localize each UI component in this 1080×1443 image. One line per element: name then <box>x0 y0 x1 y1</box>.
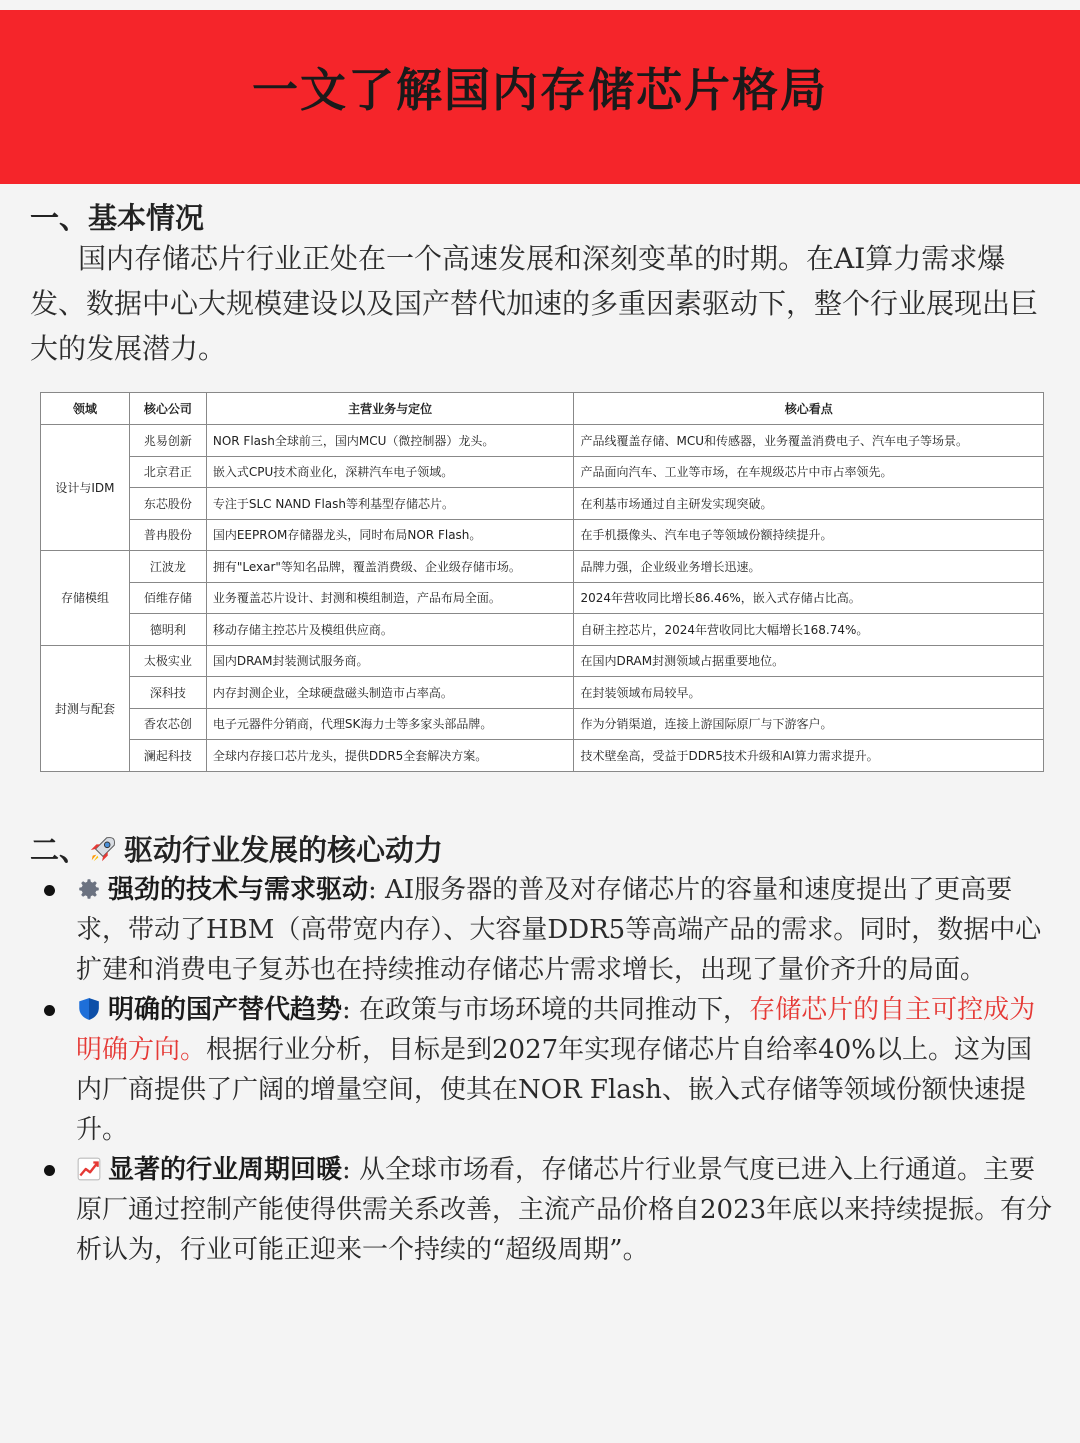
header-company: 核心公司 <box>129 393 206 425</box>
business-cell: 内存封测企业，全球硬盘磁头制造市占率高。 <box>206 677 574 709</box>
gear-icon <box>76 876 102 902</box>
table-row <box>41 519 1044 551</box>
highlight-cell: 产品面向汽车、工业等市场，在车规级芯片中市占率领先。 <box>574 456 1044 488</box>
highlight-cell: 在手机摄像头、汽车电子等领域份额持续提升。 <box>574 519 1044 551</box>
bullet-dot <box>44 1005 55 1016</box>
header-field: 领域 <box>41 393 130 425</box>
bullet-separator: : <box>342 995 360 1025</box>
table-row <box>41 551 1044 583</box>
bullet-text: AI服务器的普及对存储芯片的容量和速度提出了更高要求，带动了HBM（高带宽内存）、大容量DDR5等高端产品的需求。同时，数据中心扩建和消费电子复苏也在持续推动存储芯片需求增长，出现了量价齐升的局面。 <box>76 875 1042 985</box>
company-cell: 香农芯创 <box>129 708 206 740</box>
bullet-text: 根据行业分析，目标是到2027年实现存储芯片自给率40%以上。这为国内厂商提供了广阔的增量空间，使其在NOR Flash、嵌入式存储等领域份额快速提升。 <box>76 1035 1032 1145</box>
field-cell: 存储模组 <box>41 551 130 646</box>
business-cell: 全球内存接口芯片龙头，提供DDR5全套解决方案。 <box>206 740 574 772</box>
company-cell: 德明利 <box>129 614 206 646</box>
bullet-text: 在政策与市场环境的共同推动下， <box>359 995 750 1025</box>
bullet-dot <box>44 885 55 896</box>
highlight-cell: 品牌力强，企业级业务增长迅速。 <box>574 551 1044 583</box>
table-header-row <box>41 393 1044 425</box>
bullet-dot <box>44 1165 55 1176</box>
table-row <box>41 677 1044 709</box>
business-cell: 电子元器件分销商，代理SK海力士等多家头部品牌。 <box>206 708 574 740</box>
business-cell: 拥有"Lexar"等知名品牌，覆盖消费级、企业级存储市场。 <box>206 551 574 583</box>
section2-heading-text: 驱动行业发展的核心动力 <box>124 833 444 867</box>
header-business: 主营业务与定位 <box>206 393 574 425</box>
chart-increasing-icon <box>76 1156 102 1182</box>
rocket-icon <box>88 834 118 864</box>
company-cell: 普冉股份 <box>129 519 206 551</box>
business-cell: NOR Flash全球前三，国内MCU（微控制器）龙头。 <box>206 425 574 457</box>
company-cell: 太极实业 <box>129 645 206 677</box>
bullet-title: 明确的国产替代趋势 <box>108 995 343 1025</box>
page-title: 一文了解国内存储芯片格局 <box>252 63 828 117</box>
list-item <box>44 1150 1054 1270</box>
table-row <box>41 645 1044 677</box>
bullet-separator: : <box>342 1155 360 1185</box>
company-cell: 深科技 <box>129 677 206 709</box>
business-cell: 国内DRAM封装测试服务商。 <box>206 645 574 677</box>
business-cell: 移动存储主控芯片及模组供应商。 <box>206 614 574 646</box>
bullet-title: 显著的行业周期回暖 <box>108 1155 343 1185</box>
highlight-cell: 作为分销渠道，连接上游国际原厂与下游客户。 <box>574 708 1044 740</box>
section1-paragraph <box>30 236 1050 371</box>
section1-text: 国内存储芯片行业正处在一个高速发展和深刻变革的时期。在AI算力需求爆发、数据中心大规模建设以及国产替代加速的多重因素驱动下，整个行业展现出巨大的发展潜力。 <box>30 242 1039 365</box>
table-row <box>41 488 1044 520</box>
company-cell: 东芯股份 <box>129 488 206 520</box>
table-row <box>41 582 1044 614</box>
section1-heading: 一、基本情况 <box>30 201 205 235</box>
bullet-highlight: 存储芯片的自主可控成为明确方向。 <box>76 995 1036 1065</box>
table-row <box>41 740 1044 772</box>
bullet-separator: : <box>368 875 386 905</box>
header-highlights: 核心看点 <box>574 393 1044 425</box>
drivers-list <box>44 870 1054 1270</box>
shield-icon <box>76 996 102 1022</box>
table-row <box>41 708 1044 740</box>
highlight-cell: 技术壁垒高，受益于DDR5技术升级和AI算力需求提升。 <box>574 740 1044 772</box>
company-cell: 佰维存储 <box>129 582 206 614</box>
business-cell: 专注于SLC NAND Flash等利基型存储芯片。 <box>206 488 574 520</box>
highlight-cell: 在利基市场通过自主研发实现突破。 <box>574 488 1044 520</box>
company-cell: 江波龙 <box>129 551 206 583</box>
highlight-cell: 自研主控芯片，2024年营收同比大幅增长168.74%。 <box>574 614 1044 646</box>
list-item <box>44 870 1054 990</box>
title-banner <box>0 10 1080 184</box>
business-cell: 国内EEPROM存储器龙头，同时布局NOR Flash。 <box>206 519 574 551</box>
bullet-title: 强劲的技术与需求驱动 <box>108 875 369 905</box>
field-cell: 设计与IDM <box>41 425 130 551</box>
bullet-text: 从全球市场看，存储芯片行业景气度已进入上行通道。主要原厂通过控制产能使得供需关系改善，主流产品价格自2023年底以来持续提振。有分析认为，行业可能正迎来一个持续的“超级周期”。 <box>76 1155 1053 1265</box>
companies-table <box>40 392 1044 772</box>
business-cell: 嵌入式CPU技术商业化，深耕汽车电子领域。 <box>206 456 574 488</box>
list-item <box>44 990 1054 1150</box>
highlight-cell: 在封装领域布局较早。 <box>574 677 1044 709</box>
company-cell: 北京君正 <box>129 456 206 488</box>
field-cell: 封测与配套 <box>41 645 130 771</box>
highlight-cell: 在国内DRAM封测领域占据重要地位。 <box>574 645 1044 677</box>
highlight-cell: 产品线覆盖存储、MCU和传感器，业务覆盖消费电子、汽车电子等场景。 <box>574 425 1044 457</box>
highlight-cell: 2024年营收同比增长86.46%，嵌入式存储占比高。 <box>574 582 1044 614</box>
company-cell: 兆易创新 <box>129 425 206 457</box>
table-row <box>41 425 1044 457</box>
company-cell: 澜起科技 <box>129 740 206 772</box>
business-cell: 业务覆盖芯片设计、封测和模组制造，产品布局全面。 <box>206 582 574 614</box>
table-row <box>41 456 1044 488</box>
section2-heading <box>30 828 443 869</box>
section2-heading-prefix: 二、 <box>30 833 89 867</box>
table-row <box>41 614 1044 646</box>
